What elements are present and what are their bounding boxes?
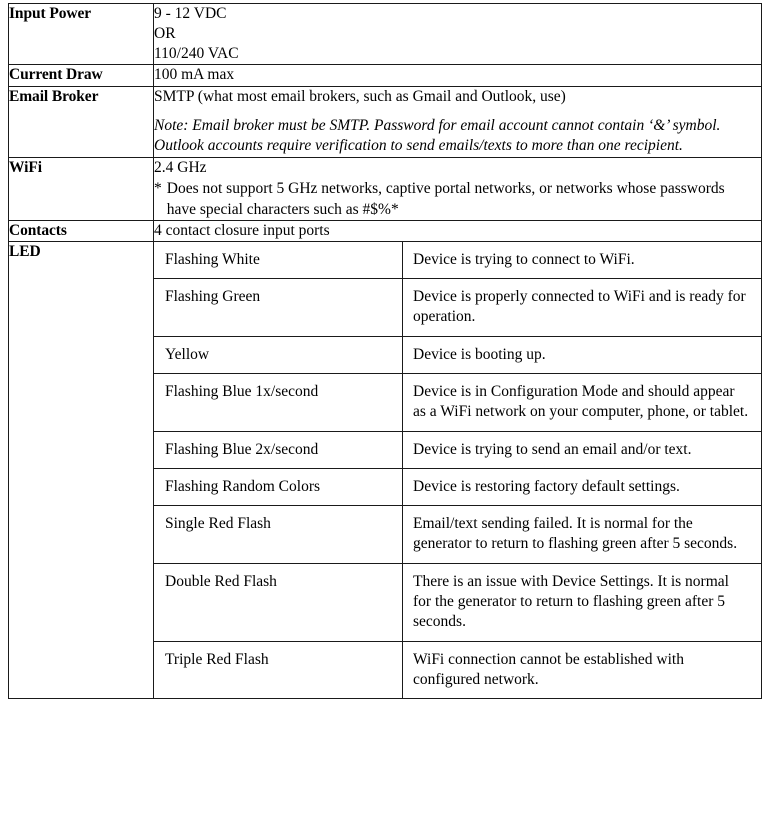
row-value-current-draw — [154, 65, 762, 86]
led-meaning: Email/text sending failed. It is normal for the generator to return to flashing green after 5 seconds. — [403, 506, 762, 564]
value-line: SMTP (what most email brokers, such as Gmail and Outlook, use) — [154, 87, 566, 105]
table-row — [9, 241, 762, 698]
table-row — [9, 158, 762, 220]
email-broker-note: Note: Email broker must be SMTP. Password for email account cannot contain ‘&’ symbol. Outlook accounts require verification to send emails/texts to more than one recipient. — [154, 116, 721, 155]
led-condition-text: Flashing Blue 1x/second — [165, 382, 319, 400]
led-table-row — [154, 431, 761, 468]
table-row — [9, 220, 762, 241]
row-label-input-power: Input Power — [9, 4, 154, 65]
row-value-led — [154, 241, 762, 698]
led-condition — [154, 563, 403, 641]
led-meaning: Device is in Configuration Mode and should appear as a WiFi network on your computer, phone, or tablet. — [403, 373, 762, 431]
led-condition-text: Single Red Flash — [165, 515, 271, 533]
led-table-row — [154, 336, 761, 373]
led-condition-text: Flashing Random Colors — [165, 477, 321, 495]
led-meaning: There is an issue with Device Settings. It is normal for the generator to return to flashing green after 5 seconds. — [403, 563, 762, 641]
row-label-led: LED — [9, 241, 154, 698]
wifi-footnote — [154, 179, 761, 219]
led-table-row — [154, 373, 761, 431]
led-table-row — [154, 563, 761, 641]
value-line: 110/240 VAC — [154, 45, 239, 63]
led-status-table — [154, 242, 761, 698]
led-condition — [154, 373, 403, 431]
led-condition-text: Flashing White — [165, 250, 260, 268]
value-line: 100 mA max — [154, 66, 235, 84]
table-row — [9, 65, 762, 86]
led-condition — [154, 279, 403, 337]
table-row — [9, 86, 762, 158]
footnote-text: Does not support 5 GHz networks, captive portal networks, or networks whose passwords have special characters such as #$%* — [166, 180, 725, 218]
value-line: 9 - 12 VDC — [154, 5, 227, 22]
led-condition — [154, 506, 403, 564]
led-condition-text: Flashing Blue 2x/second — [165, 440, 319, 458]
led-meaning: Device is trying to send an email and/or text. — [403, 431, 762, 468]
row-label-contacts: Contacts — [9, 220, 154, 241]
row-value-input-power — [154, 4, 762, 65]
row-value-wifi — [154, 158, 762, 220]
value-line: 4 contact closure input ports — [154, 221, 330, 239]
led-table-row — [154, 279, 761, 337]
led-condition — [154, 336, 403, 373]
table-row — [9, 4, 762, 65]
specifications-table — [8, 3, 762, 699]
value-line: 2.4 GHz — [154, 159, 207, 177]
led-meaning: Device is booting up. — [403, 336, 762, 373]
led-meaning: Device is properly connected to WiFi and is ready for operation. — [403, 279, 762, 337]
led-meaning: WiFi connection cannot be established with configured network. — [403, 641, 762, 698]
footnote-marker: * — [154, 180, 162, 198]
led-meaning: Device is trying to connect to WiFi. — [403, 242, 762, 279]
led-condition — [154, 431, 403, 468]
led-condition-text: Triple Red Flash — [165, 650, 269, 668]
row-value-email-broker — [154, 86, 762, 158]
led-condition-text: Double Red Flash — [165, 572, 277, 590]
led-condition — [154, 242, 403, 279]
led-condition — [154, 641, 403, 698]
led-table-row — [154, 242, 761, 279]
led-condition-text: Flashing Green — [165, 288, 261, 306]
led-meaning: Device is restoring factory default settings. — [403, 468, 762, 505]
value-line: OR — [154, 25, 176, 43]
led-table-row — [154, 468, 761, 505]
row-value-contacts — [154, 220, 762, 241]
led-table-row — [154, 641, 761, 698]
row-label-current-draw: Current Draw — [9, 65, 154, 86]
led-condition-text: Yellow — [165, 345, 210, 363]
led-condition — [154, 468, 403, 505]
row-label-email-broker: Email Broker — [9, 86, 154, 158]
row-label-wifi: WiFi — [9, 158, 154, 220]
led-table-row — [154, 506, 761, 564]
